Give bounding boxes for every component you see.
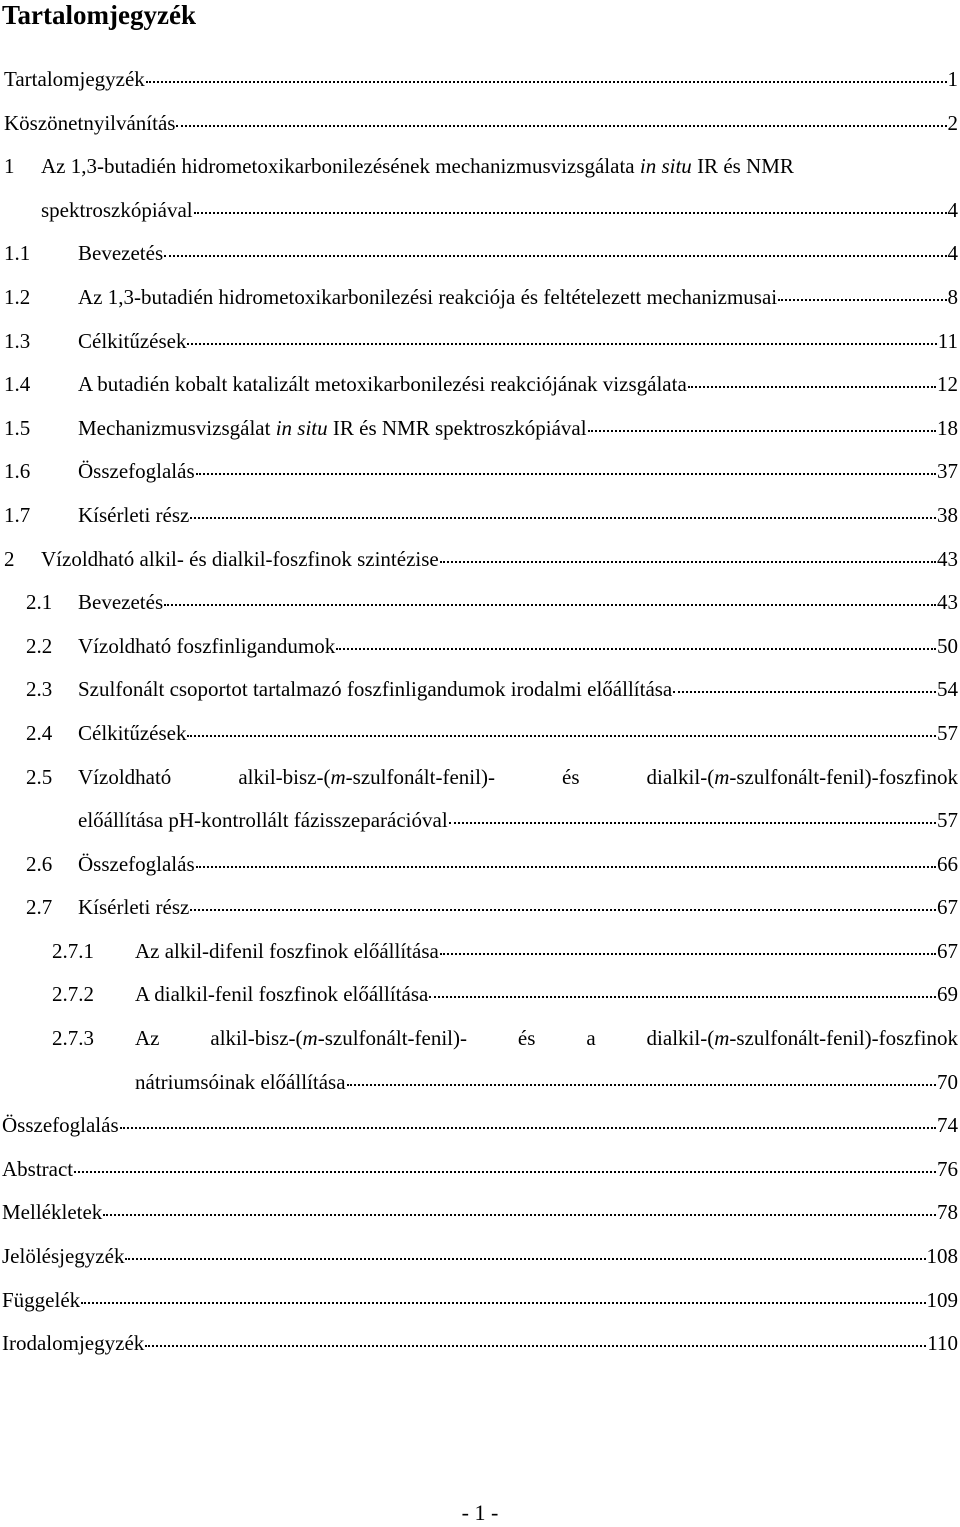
toc-entry-title: nátriumsóinak előállítása bbox=[135, 1069, 346, 1094]
toc-entry-title: Kísérleti rész bbox=[78, 502, 190, 527]
toc-entry-title: A dialkil-fenil foszfinok előállítása bbox=[135, 982, 429, 1007]
toc-entry-title: Összefoglalás bbox=[78, 851, 195, 876]
toc-page-number: 4 bbox=[947, 241, 958, 266]
toc-entry[interactable] bbox=[0, 668, 958, 712]
toc-page-number: 54 bbox=[937, 677, 958, 702]
toc-section-number: 2.4 bbox=[26, 720, 53, 745]
toc-page-number: 43 bbox=[937, 590, 958, 615]
toc-entry-title-word: -szulfonált-fenil)-foszfinok bbox=[729, 1026, 958, 1051]
toc-entry-title-line1-end: IR és NMR bbox=[697, 154, 794, 179]
dot-leader bbox=[74, 1171, 936, 1173]
toc-entry-title-word: dialkil-( bbox=[646, 1026, 715, 1051]
dot-leader bbox=[440, 953, 936, 955]
toc-entry-title: Abstract bbox=[2, 1156, 74, 1181]
toc-page-number: 18 bbox=[937, 415, 958, 440]
dot-leader bbox=[196, 473, 936, 475]
toc-entry[interactable] bbox=[0, 494, 958, 538]
toc-entry-title: Szulfonált csoportot tartalmazó foszfinligandumok irodalmi előállítása bbox=[78, 677, 673, 702]
dot-leader bbox=[81, 1302, 925, 1304]
toc-entry-title: spektroszkópiával bbox=[41, 197, 193, 222]
toc-section-number: 1.6 bbox=[4, 459, 31, 484]
toc-entry-title: Bevezetés bbox=[78, 590, 164, 615]
toc-section-number: 2.7.2 bbox=[52, 982, 94, 1007]
dot-leader bbox=[145, 1345, 926, 1347]
toc-entry-title-italic: in situ bbox=[639, 154, 692, 179]
dot-leader bbox=[194, 212, 947, 214]
toc-entry-title: Tartalomjegyzék bbox=[4, 67, 145, 91]
toc-entry-title: előállítása pH-kontrollált fázisszeparációval bbox=[78, 808, 448, 833]
toc-entry[interactable] bbox=[0, 712, 958, 756]
toc-section-number: 2.2 bbox=[26, 633, 53, 658]
toc-entry-title: Célkitűzések bbox=[78, 328, 187, 353]
toc-entry-title-italic: m bbox=[714, 1026, 730, 1051]
toc-section-number: 1.4 bbox=[4, 372, 31, 397]
toc-section-number: 2.7.1 bbox=[52, 938, 94, 963]
toc-page-number: 4 bbox=[947, 197, 958, 222]
toc-page-number: 66 bbox=[937, 851, 958, 876]
toc-entry[interactable] bbox=[0, 320, 958, 364]
toc-entry-title-word: Az bbox=[135, 1026, 160, 1051]
page-title: Tartalomjegyzék bbox=[2, 0, 196, 30]
toc-entry-title: Kísérleti rész bbox=[78, 895, 190, 920]
toc-entry-title: Bevezetés bbox=[78, 241, 164, 266]
toc-entry-title: Az alkil-difenil foszfinok előállítása bbox=[135, 938, 439, 963]
toc-page-number: 12 bbox=[937, 372, 958, 397]
toc-entry-title-italic: in situ bbox=[275, 415, 328, 440]
toc-page-number: 8 bbox=[947, 284, 958, 309]
dot-leader bbox=[673, 691, 936, 693]
toc-entry[interactable] bbox=[0, 1148, 958, 1192]
dot-leader bbox=[336, 648, 936, 650]
toc-entry[interactable] bbox=[0, 1104, 958, 1148]
toc-entry[interactable] bbox=[0, 232, 958, 276]
dot-leader bbox=[120, 1127, 936, 1129]
dot-leader bbox=[164, 255, 946, 257]
toc-entry-title-word: alkil-bisz-( bbox=[238, 764, 331, 789]
toc-entry-title-word: és bbox=[517, 1026, 536, 1051]
toc-entry[interactable] bbox=[0, 581, 958, 625]
toc-entry[interactable] bbox=[0, 756, 958, 843]
dot-leader bbox=[429, 996, 936, 998]
toc-entry[interactable] bbox=[0, 625, 958, 669]
toc-entry[interactable] bbox=[0, 407, 958, 451]
toc-entry-title: Vízoldható foszfinligandumok bbox=[78, 633, 336, 658]
dot-leader bbox=[146, 81, 947, 83]
toc-section-number: 2.7.3 bbox=[52, 1026, 94, 1051]
toc-page-number: 1 bbox=[947, 67, 958, 91]
dot-leader bbox=[440, 561, 936, 563]
toc-page-number: 2 bbox=[947, 110, 958, 135]
toc-section-number: 1.3 bbox=[4, 328, 31, 353]
toc-page-number: 38 bbox=[937, 502, 958, 527]
toc-entry-title-word: -szulfonált-fenil)- bbox=[317, 1026, 467, 1051]
toc-section-number: 1.5 bbox=[4, 415, 31, 440]
dot-leader bbox=[103, 1214, 936, 1216]
toc-page-number: 70 bbox=[937, 1069, 958, 1094]
dot-leader bbox=[176, 125, 946, 127]
toc-page-number: 67 bbox=[937, 895, 958, 920]
toc-entry-title-italic: m bbox=[714, 764, 730, 789]
toc-entry[interactable] bbox=[0, 102, 958, 146]
dot-leader bbox=[190, 517, 936, 519]
toc-page-number: 43 bbox=[937, 546, 958, 571]
toc-entry[interactable] bbox=[0, 276, 958, 320]
toc-entry-title-word: alkil-bisz-( bbox=[210, 1026, 303, 1051]
toc-page-number: 109 bbox=[926, 1287, 958, 1312]
toc-entry-title-italic: m bbox=[302, 1026, 318, 1051]
toc-entry-title: Mechanizmusvizsgálat bbox=[78, 415, 271, 440]
toc-entry[interactable] bbox=[0, 973, 958, 1017]
toc-entry-title: Jelölésjegyzék bbox=[2, 1244, 125, 1269]
toc-entry-title: Célkitűzések bbox=[78, 720, 187, 745]
toc-entry-title-word: és bbox=[562, 764, 580, 789]
dot-leader bbox=[347, 1084, 936, 1086]
toc-entry-title-word: a bbox=[586, 1026, 596, 1051]
toc-section-number: 1.2 bbox=[4, 284, 31, 309]
dot-leader bbox=[187, 343, 936, 345]
toc-entry-title: Mellékletek bbox=[2, 1200, 103, 1225]
toc-entry-title-word: Vízoldható bbox=[78, 764, 172, 789]
toc-entry[interactable] bbox=[0, 1322, 958, 1366]
dot-leader bbox=[190, 909, 936, 911]
toc-section-number: 2.5 bbox=[26, 764, 53, 789]
table-of-contents bbox=[0, 58, 958, 1366]
toc-page-number: 11 bbox=[937, 328, 958, 353]
toc-section-number: 1.1 bbox=[4, 241, 31, 266]
toc-page-number: 108 bbox=[926, 1244, 958, 1269]
dot-leader bbox=[449, 822, 936, 824]
toc-entry-title-end: IR és NMR spektroszkópiával bbox=[332, 415, 587, 440]
dot-leader bbox=[778, 299, 946, 301]
toc-page-number: 110 bbox=[927, 1331, 958, 1356]
toc-section-number: 2.7 bbox=[26, 895, 53, 920]
toc-page-number: 57 bbox=[937, 808, 958, 833]
toc-entry-title-word: -szulfonált-fenil)-foszfinok bbox=[729, 764, 958, 789]
toc-page-number: 78 bbox=[937, 1200, 958, 1225]
toc-entry[interactable] bbox=[0, 58, 958, 102]
page-footer-number: - 1 - bbox=[461, 1500, 499, 1525]
toc-entry-title-word: -szulfonált-fenil)- bbox=[345, 764, 495, 789]
toc-entry-title: Az 1,3-butadién hidrometoxikarbonilezési reakciója és feltételezett mechanizmusai bbox=[78, 284, 778, 309]
toc-entry-title: Összefoglalás bbox=[2, 1113, 119, 1138]
toc-entry[interactable] bbox=[0, 1191, 958, 1235]
toc-entry-title: Köszönetnyilvánítás bbox=[4, 110, 176, 135]
toc-entry-title: A butadién kobalt katalizált metoxikarbonilezési reakciójának vizsgálata bbox=[78, 372, 687, 397]
toc-entry[interactable] bbox=[0, 450, 958, 494]
toc-section-number: 1.7 bbox=[4, 502, 31, 527]
toc-entry[interactable] bbox=[0, 145, 958, 232]
toc-section-number: 2.6 bbox=[26, 851, 53, 876]
toc-page-number: 74 bbox=[937, 1113, 958, 1138]
toc-entry[interactable] bbox=[0, 1279, 958, 1323]
toc-entry[interactable] bbox=[0, 538, 958, 582]
toc-entry[interactable] bbox=[0, 886, 958, 930]
toc-entry[interactable] bbox=[0, 1017, 958, 1104]
toc-entry[interactable] bbox=[0, 1235, 958, 1279]
toc-page-number: 50 bbox=[937, 633, 958, 658]
toc-page-number: 76 bbox=[937, 1156, 958, 1181]
toc-entry[interactable] bbox=[0, 843, 958, 887]
toc-entry[interactable] bbox=[0, 930, 958, 974]
toc-entry[interactable] bbox=[0, 363, 958, 407]
toc-entry-title-word: dialkil-( bbox=[646, 764, 715, 789]
toc-entry-title: Vízoldható alkil- és dialkil-foszfinok szintézise bbox=[41, 546, 439, 571]
toc-entry-title-italic: m bbox=[330, 764, 346, 789]
toc-entry-title: Függelék bbox=[2, 1287, 81, 1312]
toc-section-number: 1 bbox=[4, 154, 15, 179]
dot-leader bbox=[125, 1258, 925, 1260]
dot-leader bbox=[688, 386, 936, 388]
toc-section-number: 2.1 bbox=[26, 590, 53, 615]
toc-page-number: 37 bbox=[937, 459, 958, 484]
toc-page-number: 57 bbox=[937, 720, 958, 745]
toc-entry-title: Összefoglalás bbox=[78, 459, 195, 484]
dot-leader bbox=[196, 866, 936, 868]
dot-leader bbox=[588, 430, 936, 432]
toc-page-number: 69 bbox=[937, 982, 958, 1007]
toc-page-number: 67 bbox=[937, 938, 958, 963]
toc-section-number: 2.3 bbox=[26, 677, 53, 702]
dot-leader bbox=[164, 604, 936, 606]
toc-entry-title-line1: Az 1,3-butadién hidrometoxikarbonilezésének mechanizmusvizsgálata bbox=[41, 154, 635, 179]
toc-entry-title: Irodalomjegyzék bbox=[2, 1331, 145, 1356]
dot-leader bbox=[187, 735, 936, 737]
toc-section-number: 2 bbox=[4, 546, 15, 571]
